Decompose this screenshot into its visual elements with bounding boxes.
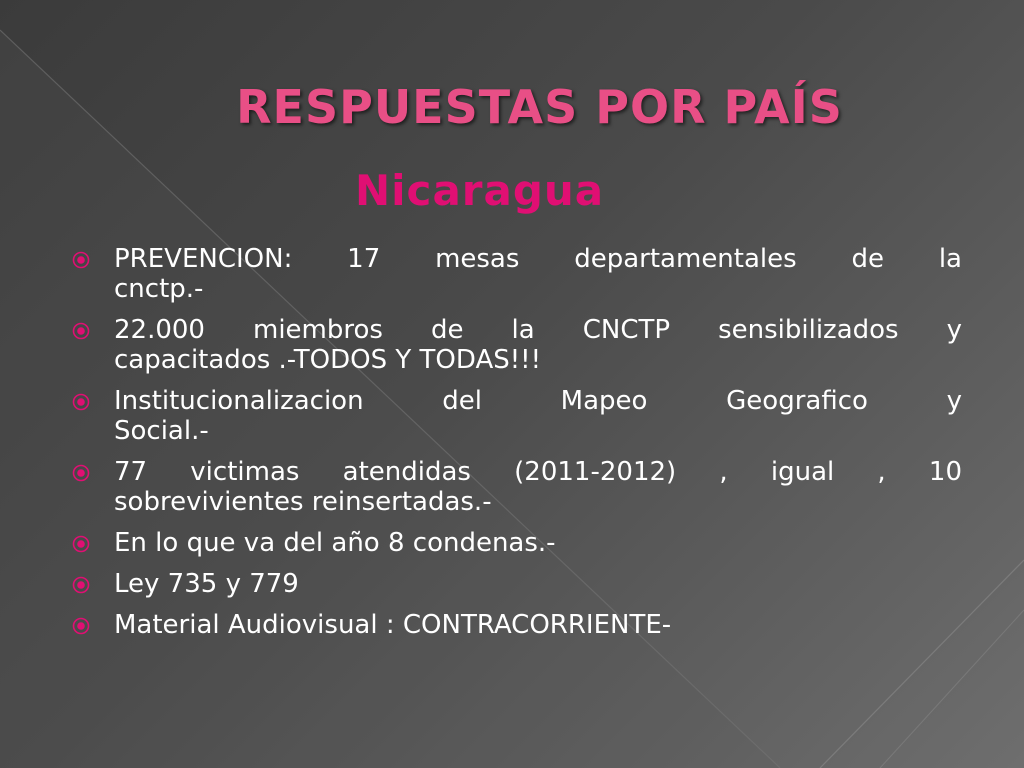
list-item [70, 610, 962, 640]
bullet-text: Ley 735 y 779 [114, 569, 299, 599]
list-item [70, 528, 962, 558]
circled-dot-bullet-icon [72, 576, 90, 594]
bullet-text: Institucionalizacion del Mapeo Geografico y [114, 386, 962, 416]
list-item [70, 386, 962, 446]
bullet-text-continued: capacitados .-TODOS Y TODAS!!! [114, 345, 542, 375]
bullet-text-continued: Social.- [114, 416, 209, 446]
bullet-text-continued: cnctp.- [114, 274, 204, 304]
circled-dot-bullet-icon [72, 322, 90, 340]
bullet-text: En lo que va del año 8 condenas.- [114, 528, 556, 558]
bullet-text: 22.000 miembros de la CNCTP sensibilizados y [114, 315, 962, 345]
bullet-text: PREVENCION: 17 mesas departamentales de la [114, 244, 962, 274]
circled-dot-bullet-icon [72, 393, 90, 411]
circled-dot-bullet-icon [72, 251, 90, 269]
list-item [70, 315, 962, 375]
list-item [70, 244, 962, 304]
circled-dot-bullet-icon [72, 464, 90, 482]
list-item [70, 569, 962, 599]
bullet-text: Material Audiovisual : CONTRACORRIENTE- [114, 610, 672, 640]
circled-dot-bullet-icon [72, 535, 90, 553]
list-item [70, 457, 962, 517]
bullet-text: 77 victimas atendidas (2011-2012) , igual , 10 [114, 457, 962, 487]
bullet-list [70, 244, 962, 651]
slide-title: RESPUESTAS POR PAÍS [236, 80, 843, 134]
slide-subtitle: Nicaragua [355, 166, 605, 215]
bullet-text-continued: sobrevivientes reinsertadas.- [114, 487, 492, 517]
circled-dot-bullet-icon [72, 617, 90, 635]
